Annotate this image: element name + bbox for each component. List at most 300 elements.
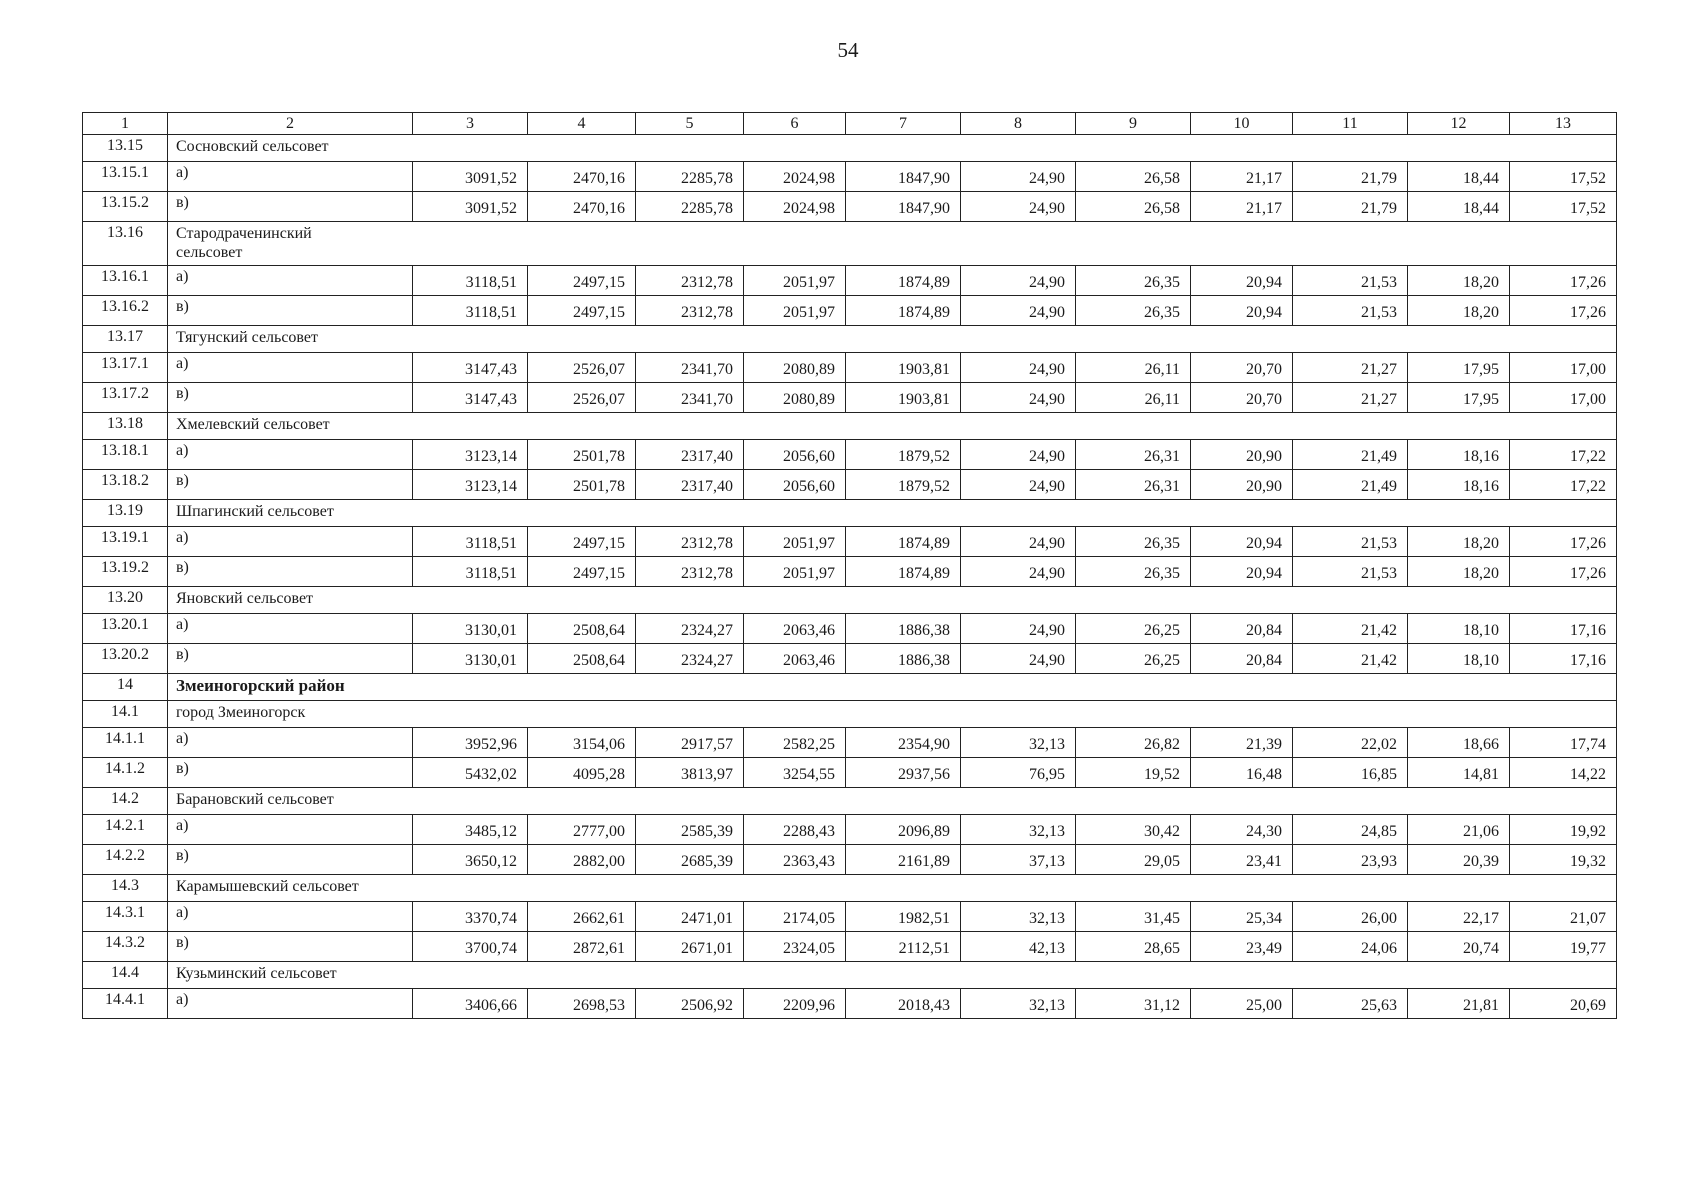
value-cell: 2312,78 bbox=[636, 527, 744, 557]
table-body bbox=[83, 135, 1617, 1019]
value-cell: 19,32 bbox=[1510, 845, 1617, 875]
row-code: 13.16.1 bbox=[83, 266, 168, 296]
value-cell: 16,85 bbox=[1293, 758, 1408, 788]
value-cell: 21,39 bbox=[1191, 728, 1293, 758]
section-name: Карамышевский сельсовет bbox=[168, 875, 1617, 902]
section-row bbox=[83, 962, 1617, 989]
value-cell: 26,58 bbox=[1076, 192, 1191, 222]
value-cell: 17,95 bbox=[1408, 383, 1510, 413]
value-cell: 18,10 bbox=[1408, 644, 1510, 674]
value-cell: 2018,43 bbox=[846, 989, 961, 1019]
value-cell: 2080,89 bbox=[744, 383, 846, 413]
row-label: а) bbox=[168, 440, 413, 470]
value-cell: 3952,96 bbox=[413, 728, 528, 758]
value-cell: 2354,90 bbox=[846, 728, 961, 758]
value-cell: 20,39 bbox=[1408, 845, 1510, 875]
row-code: 13.20.2 bbox=[83, 644, 168, 674]
column-header: 2 bbox=[168, 113, 413, 135]
column-header: 8 bbox=[961, 113, 1076, 135]
value-cell: 24,90 bbox=[961, 470, 1076, 500]
value-cell: 2312,78 bbox=[636, 296, 744, 326]
row-code: 13.18.1 bbox=[83, 440, 168, 470]
column-header: 3 bbox=[413, 113, 528, 135]
section-name: Яновский сельсовет bbox=[168, 587, 1617, 614]
value-cell: 2526,07 bbox=[528, 383, 636, 413]
value-cell: 29,05 bbox=[1076, 845, 1191, 875]
section-row bbox=[83, 875, 1617, 902]
value-cell: 21,27 bbox=[1293, 353, 1408, 383]
value-cell: 3254,55 bbox=[744, 758, 846, 788]
value-cell: 18,16 bbox=[1408, 470, 1510, 500]
table-row bbox=[83, 527, 1617, 557]
value-cell: 2363,43 bbox=[744, 845, 846, 875]
value-cell: 26,35 bbox=[1076, 527, 1191, 557]
value-cell: 2470,16 bbox=[528, 192, 636, 222]
table-row bbox=[83, 932, 1617, 962]
value-cell: 18,44 bbox=[1408, 192, 1510, 222]
value-cell: 32,13 bbox=[961, 902, 1076, 932]
value-cell: 2051,97 bbox=[744, 527, 846, 557]
value-cell: 2174,05 bbox=[744, 902, 846, 932]
value-cell: 17,74 bbox=[1510, 728, 1617, 758]
row-label: в) bbox=[168, 192, 413, 222]
value-cell: 24,90 bbox=[961, 162, 1076, 192]
section-name: город Змеиногорск bbox=[168, 701, 1617, 728]
table-row bbox=[83, 845, 1617, 875]
section-row bbox=[83, 500, 1617, 527]
table-row bbox=[83, 989, 1617, 1019]
value-cell: 2324,05 bbox=[744, 932, 846, 962]
value-cell: 1847,90 bbox=[846, 162, 961, 192]
value-cell: 26,35 bbox=[1076, 296, 1191, 326]
value-cell: 26,11 bbox=[1076, 383, 1191, 413]
value-cell: 23,49 bbox=[1191, 932, 1293, 962]
row-code: 13.15.1 bbox=[83, 162, 168, 192]
row-code: 14.2.2 bbox=[83, 845, 168, 875]
row-code: 13.15 bbox=[83, 135, 168, 162]
value-cell: 1903,81 bbox=[846, 383, 961, 413]
value-cell: 2341,70 bbox=[636, 353, 744, 383]
value-cell: 3370,74 bbox=[413, 902, 528, 932]
value-cell: 21,79 bbox=[1293, 192, 1408, 222]
row-code: 13.15.2 bbox=[83, 192, 168, 222]
row-label: а) bbox=[168, 266, 413, 296]
value-cell: 2051,97 bbox=[744, 557, 846, 587]
table-row bbox=[83, 440, 1617, 470]
value-cell: 21,53 bbox=[1293, 557, 1408, 587]
row-label: а) bbox=[168, 614, 413, 644]
value-cell: 17,52 bbox=[1510, 192, 1617, 222]
table-row bbox=[83, 902, 1617, 932]
value-cell: 26,31 bbox=[1076, 440, 1191, 470]
value-cell: 5432,02 bbox=[413, 758, 528, 788]
row-code: 13.19.2 bbox=[83, 557, 168, 587]
value-cell: 2662,61 bbox=[528, 902, 636, 932]
value-cell: 17,00 bbox=[1510, 383, 1617, 413]
row-code: 13.20.1 bbox=[83, 614, 168, 644]
value-cell: 76,95 bbox=[961, 758, 1076, 788]
value-cell: 21,42 bbox=[1293, 614, 1408, 644]
table-row bbox=[83, 162, 1617, 192]
value-cell: 21,49 bbox=[1293, 470, 1408, 500]
value-cell: 21,17 bbox=[1191, 192, 1293, 222]
row-code: 14.3.1 bbox=[83, 902, 168, 932]
value-cell: 2324,27 bbox=[636, 614, 744, 644]
section-name: Барановский сельсовет bbox=[168, 788, 1617, 815]
value-cell: 2288,43 bbox=[744, 815, 846, 845]
value-cell: 3700,74 bbox=[413, 932, 528, 962]
value-cell: 21,07 bbox=[1510, 902, 1617, 932]
value-cell: 30,42 bbox=[1076, 815, 1191, 845]
value-cell: 20,90 bbox=[1191, 440, 1293, 470]
value-cell: 26,35 bbox=[1076, 557, 1191, 587]
row-label: в) bbox=[168, 644, 413, 674]
value-cell: 2096,89 bbox=[846, 815, 961, 845]
value-cell: 2685,39 bbox=[636, 845, 744, 875]
value-cell: 2056,60 bbox=[744, 440, 846, 470]
value-cell: 2056,60 bbox=[744, 470, 846, 500]
value-cell: 17,22 bbox=[1510, 440, 1617, 470]
column-header: 13 bbox=[1510, 113, 1617, 135]
value-cell: 18,20 bbox=[1408, 557, 1510, 587]
value-cell: 24,90 bbox=[961, 614, 1076, 644]
value-cell: 1982,51 bbox=[846, 902, 961, 932]
section-name: Хмелевский сельсовет bbox=[168, 413, 1617, 440]
value-cell: 26,35 bbox=[1076, 266, 1191, 296]
value-cell: 19,52 bbox=[1076, 758, 1191, 788]
value-cell: 28,65 bbox=[1076, 932, 1191, 962]
value-cell: 3650,12 bbox=[413, 845, 528, 875]
value-cell: 2508,64 bbox=[528, 644, 636, 674]
value-cell: 24,90 bbox=[961, 440, 1076, 470]
table-row bbox=[83, 614, 1617, 644]
value-cell: 16,48 bbox=[1191, 758, 1293, 788]
value-cell: 2080,89 bbox=[744, 353, 846, 383]
value-cell: 17,95 bbox=[1408, 353, 1510, 383]
value-cell: 17,22 bbox=[1510, 470, 1617, 500]
value-cell: 24,30 bbox=[1191, 815, 1293, 845]
table-row bbox=[83, 470, 1617, 500]
row-code: 13.17.1 bbox=[83, 353, 168, 383]
value-cell: 2024,98 bbox=[744, 192, 846, 222]
value-cell: 18,20 bbox=[1408, 527, 1510, 557]
value-cell: 3147,43 bbox=[413, 353, 528, 383]
value-cell: 4095,28 bbox=[528, 758, 636, 788]
value-cell: 2470,16 bbox=[528, 162, 636, 192]
value-cell: 21,17 bbox=[1191, 162, 1293, 192]
section-row bbox=[83, 326, 1617, 353]
value-cell: 14,81 bbox=[1408, 758, 1510, 788]
column-header: 7 bbox=[846, 113, 961, 135]
section-name: Сосновский сельсовет bbox=[168, 135, 1617, 162]
value-cell: 20,94 bbox=[1191, 557, 1293, 587]
row-label: а) bbox=[168, 527, 413, 557]
value-cell: 20,94 bbox=[1191, 266, 1293, 296]
value-cell: 32,13 bbox=[961, 728, 1076, 758]
value-cell: 2063,46 bbox=[744, 614, 846, 644]
value-cell: 26,00 bbox=[1293, 902, 1408, 932]
value-cell: 3091,52 bbox=[413, 162, 528, 192]
column-header: 9 bbox=[1076, 113, 1191, 135]
row-code: 13.18 bbox=[83, 413, 168, 440]
row-code: 14.3 bbox=[83, 875, 168, 902]
table-row bbox=[83, 383, 1617, 413]
value-cell: 2161,89 bbox=[846, 845, 961, 875]
table-row bbox=[83, 296, 1617, 326]
value-cell: 23,41 bbox=[1191, 845, 1293, 875]
section-row bbox=[83, 701, 1617, 728]
value-cell: 17,26 bbox=[1510, 296, 1617, 326]
value-cell: 21,42 bbox=[1293, 644, 1408, 674]
value-cell: 24,06 bbox=[1293, 932, 1408, 962]
value-cell: 24,90 bbox=[961, 527, 1076, 557]
value-cell: 1886,38 bbox=[846, 644, 961, 674]
value-cell: 2112,51 bbox=[846, 932, 961, 962]
value-cell: 2506,92 bbox=[636, 989, 744, 1019]
row-label: в) bbox=[168, 557, 413, 587]
value-cell: 20,69 bbox=[1510, 989, 1617, 1019]
value-cell: 20,84 bbox=[1191, 614, 1293, 644]
value-cell: 18,10 bbox=[1408, 614, 1510, 644]
value-cell: 21,81 bbox=[1408, 989, 1510, 1019]
row-code: 13.17 bbox=[83, 326, 168, 353]
value-cell: 3118,51 bbox=[413, 296, 528, 326]
row-code: 14.3.2 bbox=[83, 932, 168, 962]
value-cell: 17,16 bbox=[1510, 644, 1617, 674]
row-code: 13.17.2 bbox=[83, 383, 168, 413]
row-code: 14.1 bbox=[83, 701, 168, 728]
value-cell: 18,20 bbox=[1408, 296, 1510, 326]
value-cell: 24,90 bbox=[961, 266, 1076, 296]
value-cell: 2698,53 bbox=[528, 989, 636, 1019]
value-cell: 3147,43 bbox=[413, 383, 528, 413]
value-cell: 2497,15 bbox=[528, 527, 636, 557]
value-cell: 31,45 bbox=[1076, 902, 1191, 932]
row-code: 14.1.2 bbox=[83, 758, 168, 788]
section-row bbox=[83, 587, 1617, 614]
value-cell: 18,44 bbox=[1408, 162, 1510, 192]
row-label: а) bbox=[168, 902, 413, 932]
section-row bbox=[83, 413, 1617, 440]
table-row bbox=[83, 192, 1617, 222]
value-cell: 26,31 bbox=[1076, 470, 1191, 500]
column-header: 4 bbox=[528, 113, 636, 135]
value-cell: 25,34 bbox=[1191, 902, 1293, 932]
section-name: Змеиногорский район bbox=[168, 674, 1617, 701]
column-header: 11 bbox=[1293, 113, 1408, 135]
value-cell: 18,16 bbox=[1408, 440, 1510, 470]
value-cell: 2872,61 bbox=[528, 932, 636, 962]
value-cell: 1874,89 bbox=[846, 266, 961, 296]
header-row bbox=[83, 113, 1617, 135]
value-cell: 17,26 bbox=[1510, 527, 1617, 557]
value-cell: 20,94 bbox=[1191, 296, 1293, 326]
value-cell: 21,53 bbox=[1293, 527, 1408, 557]
value-cell: 3118,51 bbox=[413, 527, 528, 557]
column-header: 10 bbox=[1191, 113, 1293, 135]
value-cell: 2585,39 bbox=[636, 815, 744, 845]
value-cell: 26,25 bbox=[1076, 644, 1191, 674]
page-number: 54 bbox=[837, 38, 859, 62]
value-cell: 20,90 bbox=[1191, 470, 1293, 500]
value-cell: 3154,06 bbox=[528, 728, 636, 758]
value-cell: 2317,40 bbox=[636, 440, 744, 470]
value-cell: 2312,78 bbox=[636, 557, 744, 587]
section-row bbox=[83, 674, 1617, 701]
value-cell: 2324,27 bbox=[636, 644, 744, 674]
table-row bbox=[83, 758, 1617, 788]
value-cell: 32,13 bbox=[961, 989, 1076, 1019]
value-cell: 24,90 bbox=[961, 353, 1076, 383]
row-code: 13.19.1 bbox=[83, 527, 168, 557]
row-label: а) bbox=[168, 989, 413, 1019]
value-cell: 17,26 bbox=[1510, 557, 1617, 587]
row-label: в) bbox=[168, 845, 413, 875]
value-cell: 37,13 bbox=[961, 845, 1076, 875]
row-label: в) bbox=[168, 758, 413, 788]
row-code: 14.4 bbox=[83, 962, 168, 989]
value-cell: 20,70 bbox=[1191, 353, 1293, 383]
value-cell: 2497,15 bbox=[528, 557, 636, 587]
value-cell: 3118,51 bbox=[413, 557, 528, 587]
value-cell: 21,79 bbox=[1293, 162, 1408, 192]
section-name: Кузьминский сельсовет bbox=[168, 962, 1617, 989]
value-cell: 1886,38 bbox=[846, 614, 961, 644]
value-cell: 1874,89 bbox=[846, 527, 961, 557]
value-cell: 2917,57 bbox=[636, 728, 744, 758]
value-cell: 2501,78 bbox=[528, 470, 636, 500]
value-cell: 42,13 bbox=[961, 932, 1076, 962]
row-label: в) bbox=[168, 296, 413, 326]
value-cell: 3485,12 bbox=[413, 815, 528, 845]
value-cell: 3118,51 bbox=[413, 266, 528, 296]
value-cell: 2285,78 bbox=[636, 162, 744, 192]
value-cell: 26,11 bbox=[1076, 353, 1191, 383]
row-code: 14.4.1 bbox=[83, 989, 168, 1019]
value-cell: 2582,25 bbox=[744, 728, 846, 758]
value-cell: 24,90 bbox=[961, 557, 1076, 587]
value-cell: 17,00 bbox=[1510, 353, 1617, 383]
value-cell: 21,53 bbox=[1293, 266, 1408, 296]
value-cell: 2937,56 bbox=[846, 758, 961, 788]
value-cell: 18,20 bbox=[1408, 266, 1510, 296]
row-label: а) bbox=[168, 353, 413, 383]
value-cell: 19,77 bbox=[1510, 932, 1617, 962]
value-cell: 3130,01 bbox=[413, 614, 528, 644]
value-cell: 2063,46 bbox=[744, 644, 846, 674]
value-cell: 2051,97 bbox=[744, 296, 846, 326]
row-label: а) bbox=[168, 728, 413, 758]
value-cell: 18,66 bbox=[1408, 728, 1510, 758]
section-name: Стародраченинский сельсовет bbox=[168, 222, 1617, 266]
row-code: 13.19 bbox=[83, 500, 168, 527]
value-cell: 2526,07 bbox=[528, 353, 636, 383]
table-row bbox=[83, 644, 1617, 674]
value-cell: 22,17 bbox=[1408, 902, 1510, 932]
value-cell: 26,25 bbox=[1076, 614, 1191, 644]
value-cell: 24,90 bbox=[961, 644, 1076, 674]
value-cell: 17,52 bbox=[1510, 162, 1617, 192]
value-cell: 31,12 bbox=[1076, 989, 1191, 1019]
value-cell: 2471,01 bbox=[636, 902, 744, 932]
value-cell: 2024,98 bbox=[744, 162, 846, 192]
value-cell: 2209,96 bbox=[744, 989, 846, 1019]
table-row bbox=[83, 557, 1617, 587]
value-cell: 1879,52 bbox=[846, 470, 961, 500]
column-header: 5 bbox=[636, 113, 744, 135]
row-code: 14.1.1 bbox=[83, 728, 168, 758]
value-cell: 17,26 bbox=[1510, 266, 1617, 296]
row-code: 13.20 bbox=[83, 587, 168, 614]
value-cell: 32,13 bbox=[961, 815, 1076, 845]
row-label: в) bbox=[168, 470, 413, 500]
value-cell: 3406,66 bbox=[413, 989, 528, 1019]
value-cell: 2497,15 bbox=[528, 266, 636, 296]
value-cell: 26,58 bbox=[1076, 162, 1191, 192]
table-row bbox=[83, 815, 1617, 845]
section-row bbox=[83, 135, 1617, 162]
table-row bbox=[83, 353, 1617, 383]
value-cell: 1903,81 bbox=[846, 353, 961, 383]
row-code: 13.16 bbox=[83, 222, 168, 266]
value-cell: 21,27 bbox=[1293, 383, 1408, 413]
value-cell: 24,85 bbox=[1293, 815, 1408, 845]
value-cell: 17,16 bbox=[1510, 614, 1617, 644]
value-cell: 21,49 bbox=[1293, 440, 1408, 470]
value-cell: 14,22 bbox=[1510, 758, 1617, 788]
value-cell: 2777,00 bbox=[528, 815, 636, 845]
section-row bbox=[83, 788, 1617, 815]
value-cell: 20,74 bbox=[1408, 932, 1510, 962]
value-cell: 25,00 bbox=[1191, 989, 1293, 1019]
value-cell: 1847,90 bbox=[846, 192, 961, 222]
value-cell: 21,06 bbox=[1408, 815, 1510, 845]
value-cell: 3813,97 bbox=[636, 758, 744, 788]
row-label: в) bbox=[168, 932, 413, 962]
value-cell: 24,90 bbox=[961, 192, 1076, 222]
value-cell: 2317,40 bbox=[636, 470, 744, 500]
value-cell: 20,94 bbox=[1191, 527, 1293, 557]
value-cell: 2051,97 bbox=[744, 266, 846, 296]
value-cell: 2341,70 bbox=[636, 383, 744, 413]
section-name: Тягунский сельсовет bbox=[168, 326, 1617, 353]
value-cell: 2312,78 bbox=[636, 266, 744, 296]
table-row bbox=[83, 728, 1617, 758]
value-cell: 1879,52 bbox=[846, 440, 961, 470]
row-label: в) bbox=[168, 383, 413, 413]
value-cell: 19,92 bbox=[1510, 815, 1617, 845]
value-cell: 1874,89 bbox=[846, 296, 961, 326]
value-cell: 3123,14 bbox=[413, 470, 528, 500]
row-label: а) bbox=[168, 815, 413, 845]
value-cell: 2285,78 bbox=[636, 192, 744, 222]
value-cell: 3123,14 bbox=[413, 440, 528, 470]
value-cell: 24,90 bbox=[961, 296, 1076, 326]
value-cell: 26,82 bbox=[1076, 728, 1191, 758]
column-header: 6 bbox=[744, 113, 846, 135]
value-cell: 20,84 bbox=[1191, 644, 1293, 674]
value-cell: 24,90 bbox=[961, 383, 1076, 413]
row-code: 14 bbox=[83, 674, 168, 701]
row-code: 14.2.1 bbox=[83, 815, 168, 845]
value-cell: 2501,78 bbox=[528, 440, 636, 470]
section-name: Шпагинский сельсовет bbox=[168, 500, 1617, 527]
value-cell: 1874,89 bbox=[846, 557, 961, 587]
value-cell: 2882,00 bbox=[528, 845, 636, 875]
value-cell: 21,53 bbox=[1293, 296, 1408, 326]
value-cell: 25,63 bbox=[1293, 989, 1408, 1019]
section-row bbox=[83, 222, 1617, 266]
